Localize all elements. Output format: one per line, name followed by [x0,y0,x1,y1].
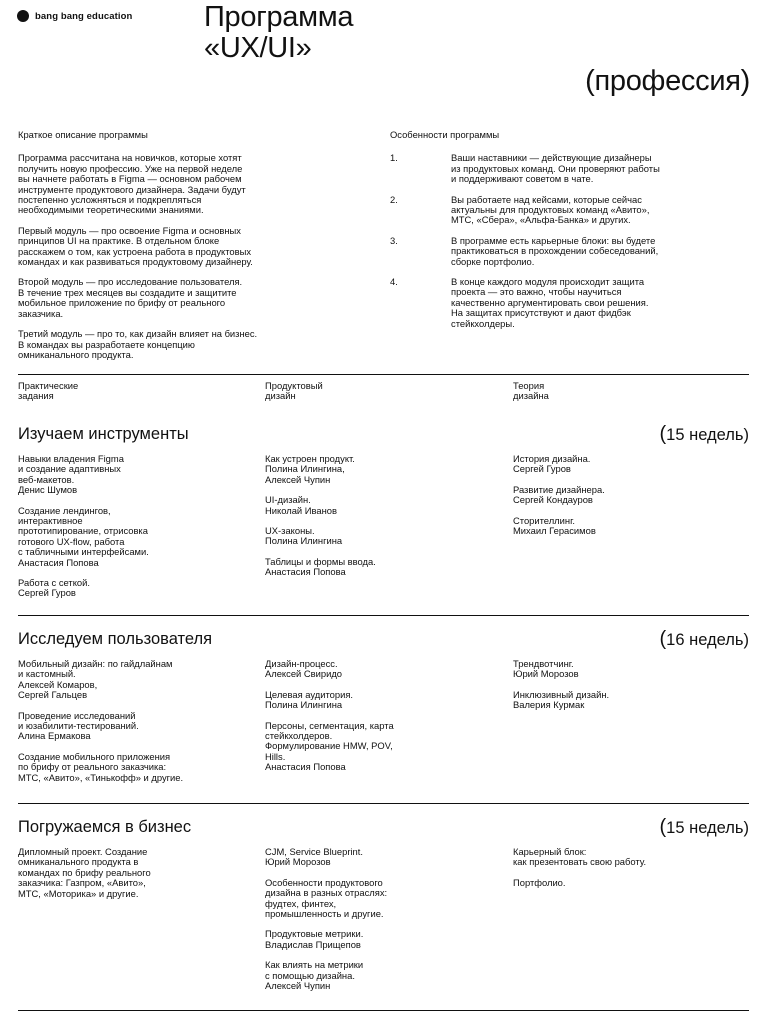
course-entry: Портфолио. [513,876,566,888]
feature-text: В конце каждого модуля происходит защита проекта — это важно, чтобы научиться качественно аргументировать свои решения. На защитах присутствуют и дают фидбэк стейкхолдеры. [451,276,649,329]
course-entry: Работа с сеткой. Сергей Гуров [18,577,90,599]
feature-text: Вы работаете над кейсами, которые сейчас актуальны для продуктовых команд «Авито», МТС, «Сбера», «Альфа-Банка» и других. [451,193,650,226]
course-entry: Навыки владения Figma и создание адаптивных веб-макетов. Денис Шумов [18,453,124,496]
course-entry: Мобильный дизайн: по гайдлайнам и кастомный. Алексей Комаров, Сергей Гальцев [18,658,173,701]
divider [18,615,749,616]
practice-column [18,847,258,909]
page-title-line2: «UX/UI» [204,32,312,64]
course-entry: Продуктовые метрики. Владислав Прищепов [265,928,364,950]
duration-paren: ( [659,628,667,650]
duration-text: 15 недель) [666,426,749,444]
course-entry: Карьерный блок: как презентовать свою работу. [513,846,647,868]
product-column [265,659,505,783]
module-title: Исследуем пользователя [18,630,213,648]
description-paragraph: Программа рассчитана на новичков, которые хотят получить новую профессию. Уже на первой неделе вы начнете работать в Figma — основном рабочем инструменте продуктового дизайнера. Задачи будут постепенно усложняться и подкрепляться необходимыми теоретическими знаниями. [18,152,246,216]
product-column [265,454,505,588]
feature-number: 4. [390,276,398,288]
course-entry: Создание мобильного приложения по брифу от реального заказчика: МТС, «Авито», «Тинькофф» и другие. [18,750,184,783]
program-features [390,130,720,339]
description-paragraph: Первый модуль — про освоение Figma и основных принципов UI на практике. В отдельном блоке расскажем о том, как устроена работа в продуктовых командах и как развиваться продуктовому дизайнеру. [18,224,253,268]
feature-number: 1. [390,152,398,164]
duration-paren: ( [659,423,667,445]
course-entry: UI-дизайн. Николай Иванов [265,494,337,516]
course-entry: Особенности продуктового дизайна в разных отраслях: фудтех, финтех, промышленность и другие. [265,876,388,920]
divider [18,803,749,804]
course-entry: Дипломный проект. Создание омниканального продукта в командах по брифу реального заказчика: Газпром, «Авито», МТС, «Моторика» и другие. [18,846,151,899]
feature-text: Ваши наставники — действующие дизайнеры из продуктовых команд. Они проверяют работы и поддерживают советом в чате. [451,152,660,185]
course-entry: Проведение исследований и юзабилити-тестирований. Алина Ермакова [18,709,139,742]
brand-logo-dot [17,10,29,22]
module-duration [659,817,749,838]
module-duration [659,629,749,650]
course-entry: CJM, Service Blueprint. Юрий Морозов [265,846,363,868]
course-entry: Персоны, сегментация, карта стейкхолдеров. Формулирование HMW, POV, Hills. Анастасия Попова [265,719,394,773]
brand-name: bang bang education [35,10,133,22]
column-header-product: Продуктовый дизайн [265,380,323,402]
description-heading: Краткое описание программы [18,129,148,140]
page-subtitle: (профессия) [585,65,750,97]
course-entry: Целевая аудитория. Полина Илингина [265,688,354,711]
theory-column [513,847,749,898]
feature-text: В программе есть карьерные блоки: вы будете практиковаться в прохождении собеседований, сборке портфолио. [451,234,659,267]
feature-number: 2. [390,193,398,205]
course-entry: Развитие дизайнера. Сергей Кондауров [513,483,605,506]
module-title: Изучаем инструменты [18,425,189,443]
divider [18,1010,749,1011]
module-title: Погружаемся в бизнес [18,818,192,836]
divider [18,374,749,375]
module-duration [659,424,749,445]
description-paragraph: Второй модуль — про исследование пользователя. В течение трех месяцев вы создадите и защитите мобильное приложение по брифу от реального заказчика. [18,276,243,319]
course-entry: Как влиять на метрики с помощью дизайна. Алексей Чупин [265,959,364,992]
features-heading: Особенности программы [390,129,500,140]
course-entry: Трендвотчинг. Юрий Морозов [513,658,579,680]
practice-column [18,454,258,609]
description-paragraph: Третий модуль — про то, как дизайн влияет на бизнес. В командах вы разработаете концепцию омниканального продукта. [18,328,258,360]
page-title-line1: Программа [204,1,354,33]
duration-text: 16 недель) [666,631,749,649]
course-entry: UX-законы. Полина Илингина [265,525,343,547]
course-entry: История дизайна. Сергей Гуров [513,453,591,475]
column-header-theory: Теория дизайна [513,380,549,402]
feature-number: 3. [390,234,398,246]
product-column [265,847,505,1001]
theory-column [513,454,749,546]
course-entry: Таблицы и формы ввода. Анастасия Попова [265,555,376,578]
brand [17,10,132,22]
duration-paren: ( [659,816,667,838]
course-entry: Сторителлинг. Михаил Герасимов [513,514,596,537]
course-entry: Инклюзивный дизайн. Валерия Курмак [513,688,610,711]
page-title [204,2,353,64]
course-entry: Как устроен продукт. Полина Илингина, Алексей Чупин [265,453,355,485]
course-entry: Дизайн-процесс. Алексей Свиридо [265,658,343,680]
practice-column [18,659,258,793]
course-entry: Создание лендингов, интерактивное прототипирование, отрисовка готового UX-flow, работа с табличными интерфейсами. Анастасия Попова [18,504,149,568]
feature-item [390,153,720,184]
program-description [18,130,318,370]
feature-item [390,236,720,267]
theory-column [513,659,749,721]
feature-item [390,277,720,329]
column-headers [18,381,749,403]
feature-item [390,195,720,226]
column-header-practice: Практические задания [18,380,79,402]
duration-text: 15 недель) [666,819,749,837]
